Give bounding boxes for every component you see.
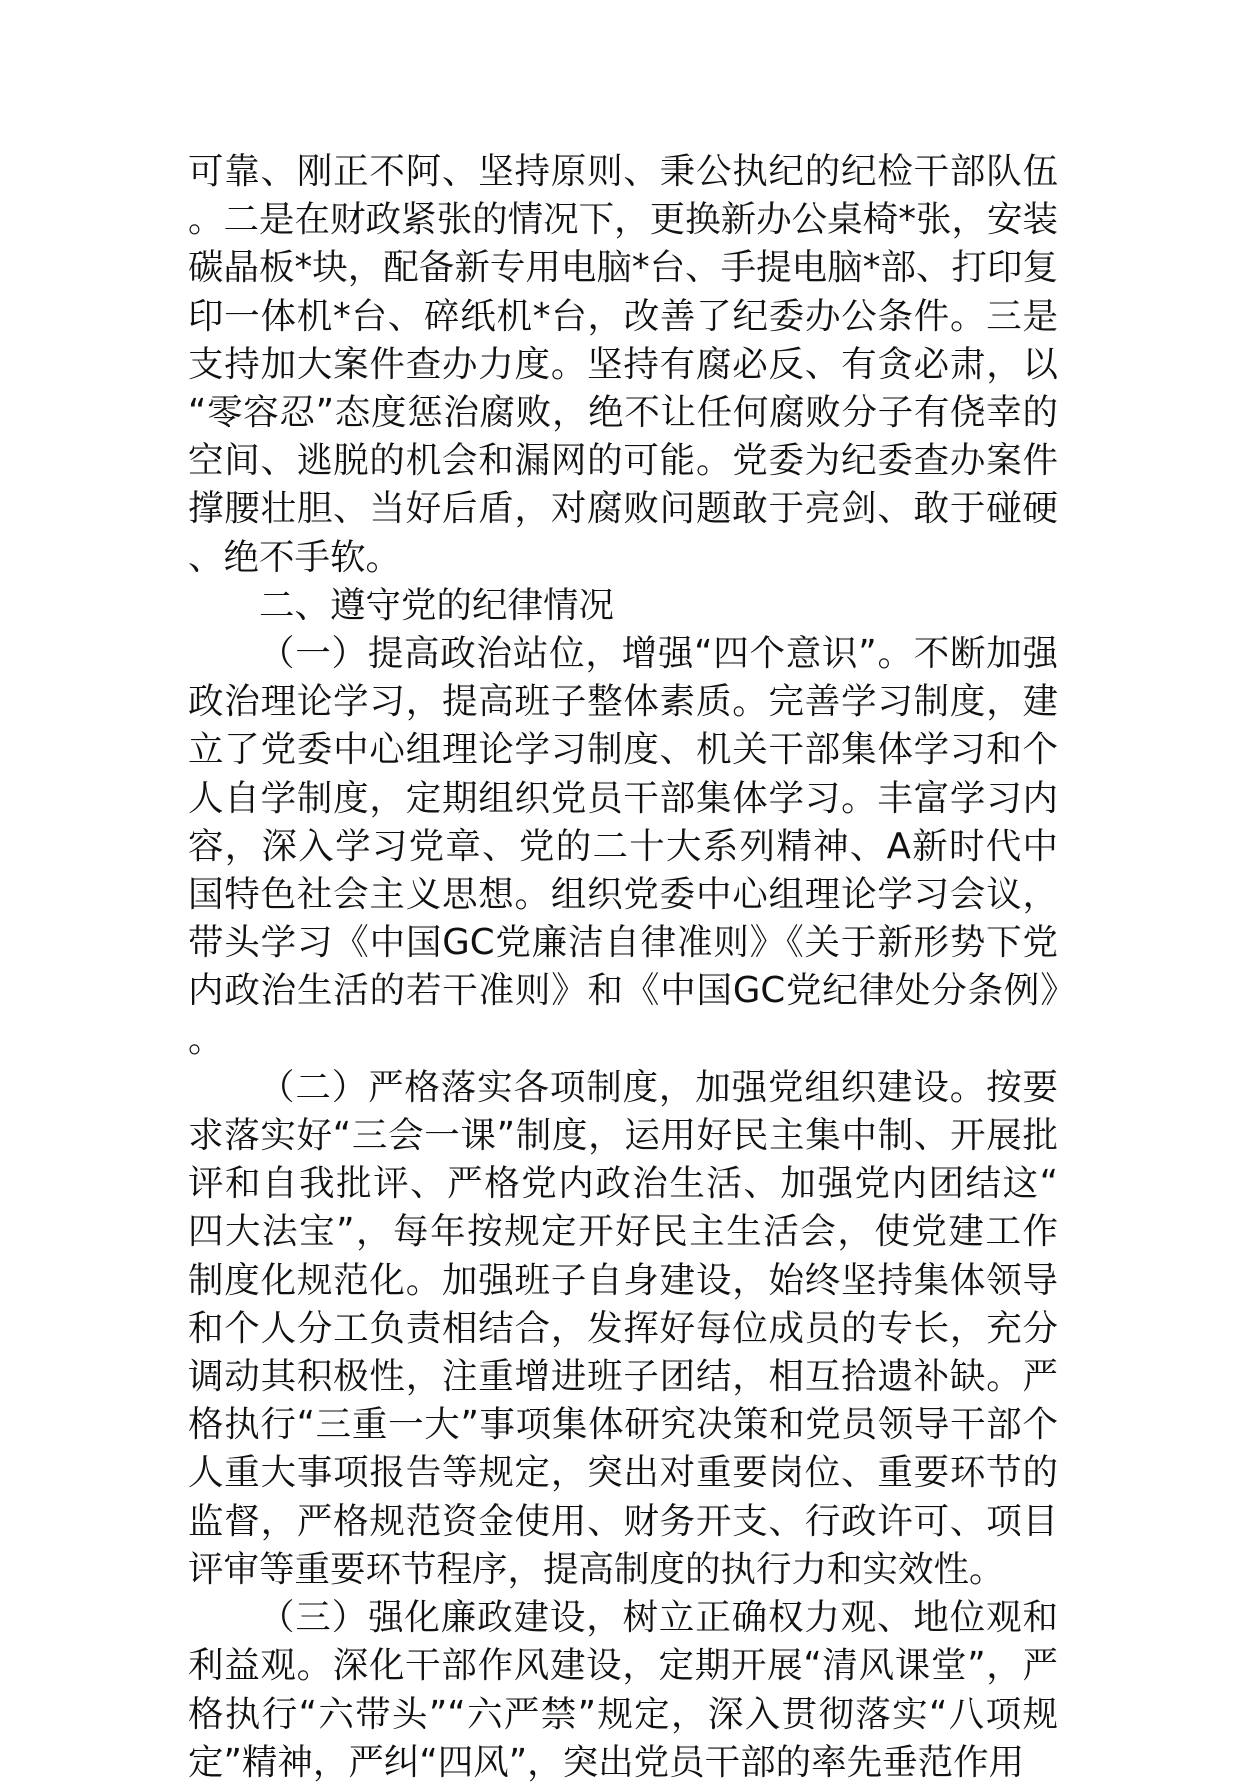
section-heading: 二、遵守党的纪律情况 (259, 584, 615, 626)
paragraph-item-3: （三）强化廉政建设，树立正确权力观、地位观和利益观。深化干部作风建设，定期开展“清风课堂”，严格执行“六带头”“六严禁”规定，深入贯彻落实“八项规定”精神，严纠“四风”，突出党员干部的率先垂范作用 (188, 1597, 1058, 1783)
paragraph-continued: 可靠、刚正不阿、坚持原则、秉公执纪的纪检干部队伍。二是在财政紧张的情况下，更换新办公桌椅*张，安装碳晶板*块，配备新专用电脑*台、手提电脑*部、打印复印一体机*台、碎纸机*台，改善了纪委办公条件。三是支持加大案件查办力度。坚持有腐必反、有贪必肃，以“零容忍”态度惩治腐败，绝不让任何腐败分子有侥幸的空间、逃脱的机会和漏网的可能。党委为纪委查办案件撑腰壮胆、当好后盾，对腐败问题敢于亮剑、敢于碰硬、绝不手软。 (188, 151, 1058, 578)
document-page (188, 148, 1058, 1787)
paragraph-item-1: （一）提高政治站位，增强“四个意识”。不断加强政治理论学习，提高班子整体素质。完善学习制度，建立了党委中心组理论学习制度、机关干部集体学习和个人自学制度，定期组织党员干部集体学习。丰富学习内容，深入学习党章、党的二十大系列精神、A新时代中国特色社会主义思想。组织党委中心组理论学习会议，带头学习《中国GC党廉洁自律准则》《关于新形势下党内政治生活的若干准则》和《中国GC党纪律处分条例》。 (188, 633, 1058, 1060)
paragraph-item-2: （二）严格落实各项制度，加强党组织建设。按要求落实好“三会一课”制度，运用好民主集中制、开展批评和自我批评、严格党内政治生活、加强党内团结这“四大法宝”，每年按规定开好民主生活会，使党建工作制度化规范化。加强班子自身建设，始终坚持集体领导和个人分工负责相结合，发挥好每位成员的专长，充分调动其积极性，注重增进班子团结，相互拾遗补缺。严格执行“三重一大”事项集体研究决策和党员领导干部个人重大事项报告等规定，突出对重要岗位、重要环节的监督，严格规范资金使用、财务开支、行政许可、项目评审等重要环节程序，提高制度的执行力和实效性。 (188, 1066, 1058, 1590)
